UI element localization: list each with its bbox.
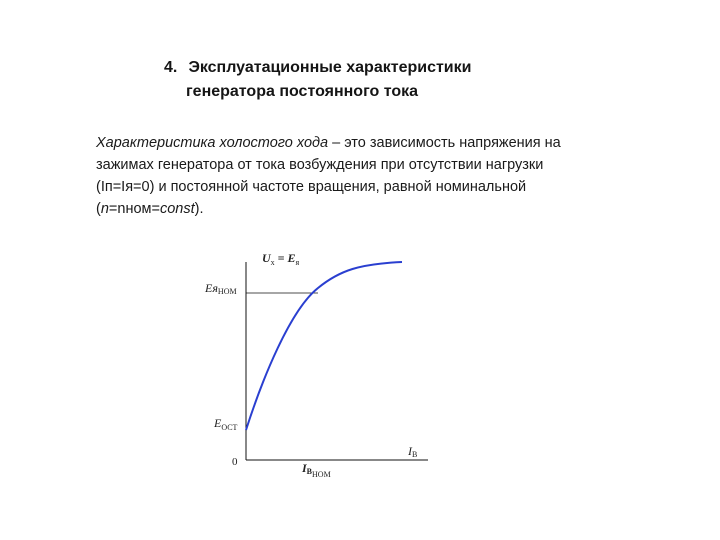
e-ost-label: EОСТ [214, 416, 238, 432]
origin-label: 0 [232, 456, 238, 468]
definition-n: n [100, 201, 109, 217]
e-nom-label: EяНОМ [205, 281, 237, 296]
i-nom-label: IВНОМ [302, 461, 331, 479]
title-line-1: Эксплуатационные характеристики [188, 59, 472, 76]
section-number: 4. [164, 59, 178, 76]
definition-line-2: зажимах генератора от тока возбуждения при отсутствии нагрузки [96, 157, 544, 173]
y-axis-label: Ux = Eя [262, 251, 300, 267]
definition-term: Характеристика холостого хода [96, 135, 329, 151]
definition-line-4-mid: =nном= [108, 201, 160, 217]
definition-const: const [159, 201, 195, 217]
definition-line-4-end: ). [194, 201, 204, 217]
definition-line-1: – это зависимость напряжения на [328, 135, 561, 151]
definition-paragraph: Характеристика холостого хода – это зависимость напряжения на зажимах генератора от тока возбуждения при отсутствии нагрузки (Iп=Iя=0) и постоянной частоте вращения, равной номинальной (n=nном=const). [96, 135, 561, 217]
title-line-2: генератора постоянного тока [186, 83, 419, 100]
no-load-curve [246, 262, 402, 430]
definition-line-3: (Iп=Iя=0) и постоянной частоте вращения, равной номинальной [96, 179, 527, 195]
x-axis-label: IВ [408, 444, 418, 459]
